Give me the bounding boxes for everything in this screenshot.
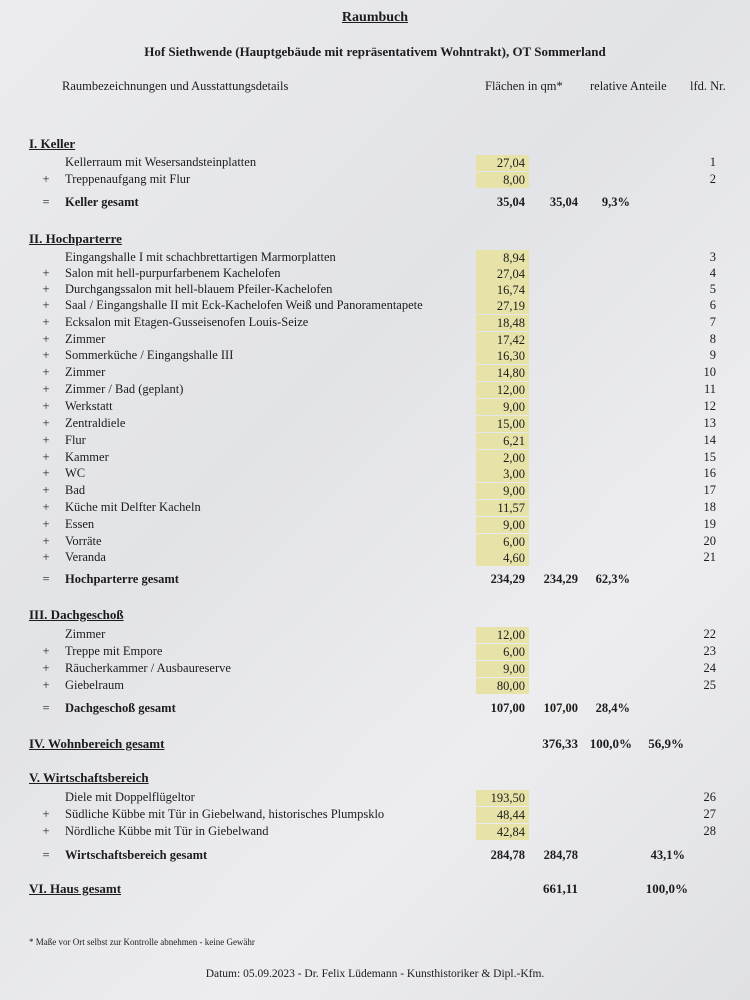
room-index: 8 [709, 332, 716, 346]
room-area: 27,04 [476, 266, 529, 282]
room-area: 14,80 [476, 365, 529, 381]
row-prefix: + [42, 534, 50, 548]
row-prefix: = [42, 701, 50, 715]
wohnbereich-label: IV. Wohnbereich gesamt [29, 736, 165, 751]
room-index: 10 [703, 365, 716, 379]
row-prefix: + [42, 298, 50, 312]
room-label: Treppe mit Empore [65, 644, 163, 658]
row-prefix: + [42, 678, 50, 692]
section-heading-keller: I. Keller [29, 136, 76, 151]
total-sum: 107,00 [490, 701, 525, 715]
room-index: 3 [709, 250, 716, 264]
table-row [0, 332, 750, 348]
row-prefix: + [42, 365, 50, 379]
table-row [0, 824, 750, 840]
room-label: Giebelraum [65, 678, 125, 692]
haus-total-row [0, 881, 750, 897]
total-row-keller [0, 195, 750, 211]
room-area: 11,57 [476, 500, 529, 516]
room-label: Zimmer [65, 365, 106, 379]
room-index: 15 [703, 450, 716, 464]
column-header-index: lfd. Nr. [690, 79, 726, 93]
room-index: 19 [703, 517, 716, 531]
wohnbereich-area: 376,33 [542, 736, 578, 751]
room-index: 9 [709, 348, 716, 362]
room-index: 24 [703, 661, 716, 675]
column-header-shares: relative Anteile [590, 79, 667, 93]
table-row [0, 365, 750, 381]
room-index: 6 [709, 298, 716, 312]
room-area: 48,44 [476, 807, 529, 823]
room-area: 8,00 [476, 172, 529, 188]
room-area: 17,42 [476, 332, 529, 348]
column-header-areas: Flächen in qm* [485, 79, 563, 93]
section-heading-wirtschaftsbereich: V. Wirtschaftsbereich [29, 770, 149, 785]
footer: Datum: 05.09.2023 - Dr. Felix Lüdemann - Kunsthistoriker & Dipl.-Kfm. [205, 968, 545, 980]
room-label: Eingangshalle I mit schachbrettartigen Marmorplatten [65, 250, 336, 264]
row-prefix: + [42, 332, 50, 346]
total-area: 35,04 [549, 195, 578, 209]
room-index: 12 [703, 399, 716, 413]
room-label: Diele mit Doppelflügeltor [65, 790, 195, 804]
room-index: 21 [703, 550, 716, 564]
table-row [0, 399, 750, 415]
row-prefix: + [42, 266, 50, 280]
room-index: 14 [703, 433, 716, 447]
table-row [0, 661, 750, 677]
table-row [0, 315, 750, 331]
total-share: 28,4% [595, 701, 630, 715]
wohnbereich-share: 100,0% [589, 736, 632, 751]
row-prefix: + [42, 399, 50, 413]
total-row-wirtschaftsbereich [0, 848, 750, 864]
table-row [0, 678, 750, 694]
room-area: 2,00 [476, 450, 529, 466]
row-prefix: + [42, 517, 50, 531]
table-row [0, 298, 750, 314]
room-index: 11 [703, 382, 716, 396]
table-row [0, 348, 750, 364]
room-label: Räucherkammer / Ausbaureserve [65, 661, 231, 675]
document-subtitle: Hof Siethwende (Hauptgebäude mit repräsentativem Wohntrakt), OT Sommerland [144, 44, 606, 59]
row-prefix: + [42, 661, 50, 675]
table-row [0, 382, 750, 398]
row-prefix: + [42, 466, 50, 480]
room-index: 27 [703, 807, 716, 821]
row-prefix: + [42, 172, 50, 186]
room-label: WC [65, 466, 86, 480]
room-index: 13 [703, 416, 716, 430]
room-index: 23 [703, 644, 716, 658]
room-label: Nördliche Kübbe mit Tür in Giebelwand [65, 824, 269, 838]
room-area: 42,84 [476, 824, 529, 840]
total-label: Wirtschaftsbereich gesamt [65, 848, 208, 862]
row-prefix: + [42, 348, 50, 362]
row-prefix: = [42, 195, 50, 209]
row-prefix: + [42, 282, 50, 296]
table-row [0, 155, 750, 171]
room-area: 6,00 [476, 534, 529, 550]
room-index: 22 [703, 627, 716, 641]
room-index: 4 [709, 266, 716, 280]
room-label: Salon mit hell-purpurfarbenem Kachelofen [65, 266, 281, 280]
room-area: 12,00 [476, 627, 529, 643]
total-label: Keller gesamt [65, 195, 139, 209]
room-area: 4,60 [476, 550, 529, 566]
room-label: Südliche Kübbe mit Tür in Giebelwand, historisches Plumpsklo [65, 807, 385, 821]
room-label: Bad [65, 483, 86, 497]
row-prefix: + [42, 824, 50, 838]
room-area: 27,19 [476, 298, 529, 314]
table-row [0, 450, 750, 466]
total-share: 9,3% [601, 195, 630, 209]
row-prefix: + [42, 483, 50, 497]
table-row [0, 517, 750, 533]
room-area: 8,94 [476, 250, 529, 266]
room-label: Durchgangssalon mit hell-blauem Pfeiler-Kachelofen [65, 282, 333, 296]
room-area: 9,00 [476, 483, 529, 499]
room-area: 193,50 [476, 790, 529, 806]
section-heading-hochparterre: II. Hochparterre [29, 231, 122, 246]
room-label: Zimmer [65, 332, 106, 346]
room-index: 25 [703, 678, 716, 692]
haus-label: VI. Haus gesamt [29, 881, 122, 896]
total-sum: 35,04 [496, 195, 525, 209]
room-label: Zentraldiele [65, 416, 126, 430]
room-area: 3,00 [476, 466, 529, 482]
room-index: 1 [709, 155, 716, 169]
total-label: Dachgeschoß gesamt [65, 701, 176, 715]
room-area: 9,00 [476, 517, 529, 533]
room-label: Küche mit Delfter Kacheln [65, 500, 201, 514]
total-sum: 284,78 [490, 848, 525, 862]
table-row [0, 250, 750, 266]
room-label: Ecksalon mit Etagen-Gusseisenofen Louis-Seize [65, 315, 309, 329]
room-area: 18,48 [476, 315, 529, 331]
table-row [0, 483, 750, 499]
wohnbereich-total-row [0, 736, 750, 752]
table-row [0, 172, 750, 188]
table-row [0, 266, 750, 282]
table-row [0, 627, 750, 643]
total-area: 107,00 [543, 701, 578, 715]
room-area: 15,00 [476, 416, 529, 432]
section-heading-dachgeschoss: III. Dachgeschoß [29, 607, 124, 622]
row-prefix: + [42, 433, 50, 447]
room-index: 20 [703, 534, 716, 548]
row-prefix: + [42, 500, 50, 514]
total-row-hochparterre [0, 572, 750, 588]
room-area: 12,00 [476, 382, 529, 398]
room-index: 17 [703, 483, 716, 497]
row-prefix: + [42, 450, 50, 464]
room-index: 26 [703, 790, 716, 804]
room-area: 16,74 [476, 282, 529, 298]
table-row [0, 416, 750, 432]
room-label: Kellerraum mit Wesersandsteinplatten [65, 155, 257, 169]
table-row [0, 644, 750, 660]
table-row [0, 550, 750, 566]
row-prefix: + [42, 382, 50, 396]
table-row [0, 282, 750, 298]
room-label: Flur [65, 433, 86, 447]
room-area: 27,04 [476, 155, 529, 171]
room-label: Veranda [65, 550, 106, 564]
room-area: 80,00 [476, 678, 529, 694]
room-label: Werkstatt [65, 399, 113, 413]
room-area: 9,00 [476, 399, 529, 415]
total-label: Hochparterre gesamt [65, 572, 179, 586]
total-area: 234,29 [543, 572, 578, 586]
room-label: Treppenaufgang mit Flur [65, 172, 191, 186]
column-header-rooms: Raumbezeichnungen und Ausstattungsdetails [62, 79, 289, 93]
room-index: 18 [703, 500, 716, 514]
wohnbereich-house-share: 56,9% [648, 736, 684, 751]
room-area: 6,00 [476, 644, 529, 660]
room-index: 28 [703, 824, 716, 838]
total-area: 284,78 [543, 848, 578, 862]
total-sum: 234,29 [490, 572, 525, 586]
room-label: Zimmer / Bad (geplant) [65, 382, 184, 396]
room-index: 2 [709, 172, 716, 186]
room-label: Zimmer [65, 627, 106, 641]
room-label: Sommerküche / Eingangshalle III [65, 348, 234, 362]
table-row [0, 534, 750, 550]
table-row [0, 807, 750, 823]
room-index: 5 [709, 282, 716, 296]
room-area: 9,00 [476, 661, 529, 677]
row-prefix: + [42, 644, 50, 658]
row-prefix: + [42, 315, 50, 329]
room-label: Saal / Eingangshalle II mit Eck-Kachelofen Weiß und Panoramentapete [65, 298, 423, 312]
row-prefix: + [42, 807, 50, 821]
room-label: Kammer [65, 450, 109, 464]
table-row [0, 466, 750, 482]
row-prefix: + [42, 416, 50, 430]
room-area: 16,30 [476, 348, 529, 364]
room-label: Essen [65, 517, 95, 531]
room-index: 16 [703, 466, 716, 480]
footnote: * Maße vor Ort selbst zur Kontrolle abnehmen - keine Gewähr [29, 937, 255, 947]
room-index: 7 [709, 315, 716, 329]
room-area: 6,21 [476, 433, 529, 449]
row-prefix: = [42, 572, 50, 586]
table-row [0, 790, 750, 806]
table-row [0, 500, 750, 516]
total-row-dachgeschoss [0, 701, 750, 717]
haus-share: 100,0% [645, 881, 688, 896]
haus-area: 661,11 [542, 881, 578, 896]
row-prefix: = [42, 848, 50, 862]
total-share: 62,3% [595, 572, 630, 586]
row-prefix: + [42, 550, 50, 564]
total-house-share: 43,1% [650, 848, 685, 862]
room-label: Vorräte [65, 534, 102, 548]
table-row [0, 433, 750, 449]
document-title: Raumbuch [341, 10, 409, 25]
